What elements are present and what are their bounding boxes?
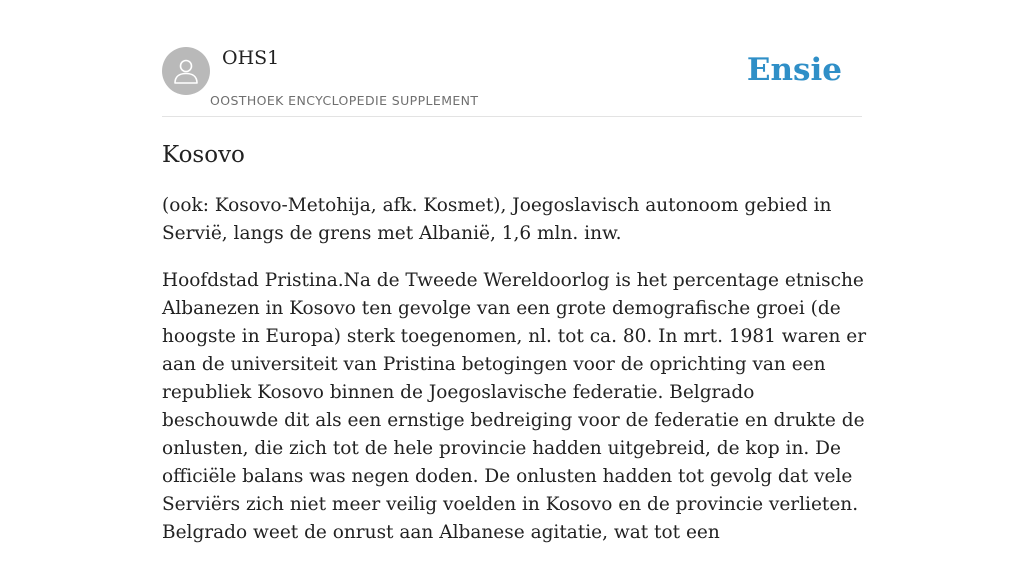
header xyxy=(162,0,862,117)
avatar[interactable] xyxy=(162,47,210,95)
brand-logo[interactable]: Ensie xyxy=(746,52,842,88)
article-title: Kosovo xyxy=(162,142,245,168)
article-paragraph: Hoofdstad Pristina.Na de Tweede Wereldoorlog is het percentage etnische Albanezen in Kosovo ten gevolge van een grote demografische groei (de hoogste in Europa) sterk toegenomen, nl. tot ca. 80. In mrt. 1981 waren er aan de universiteit van Pristina betogingen voor de oprichting van een republiek Kosovo binnen de Joegoslavische federatie. Belgrado beschouwde dit als een ernstige bedreiging voor de federatie en drukte de onlusten, die zich tot de hele provincie hadden uitgebreid, de kop in. De officiële balans was negen doden. De onlusten hadden tot gevolg dat vele Serviërs zich niet meer veilig voelden in Kosovo en de provincie verlieten. Belgrado weet de onrust aan Albanese agitatie, wat tot een xyxy=(162,270,867,543)
article-paragraph: (ook: Kosovo-Metohija, afk. Kosmet), Joegoslavisch autonoom gebied in Servië, langs de grens met Albanië, 1,6 mln. inw. xyxy=(162,195,832,244)
user-icon xyxy=(171,56,201,86)
author-name[interactable]: OHS1 xyxy=(222,47,280,69)
source-label[interactable]: OOSTHOEK ENCYCLOPEDIE SUPPLEMENT xyxy=(210,93,479,108)
article-body xyxy=(162,192,874,566)
